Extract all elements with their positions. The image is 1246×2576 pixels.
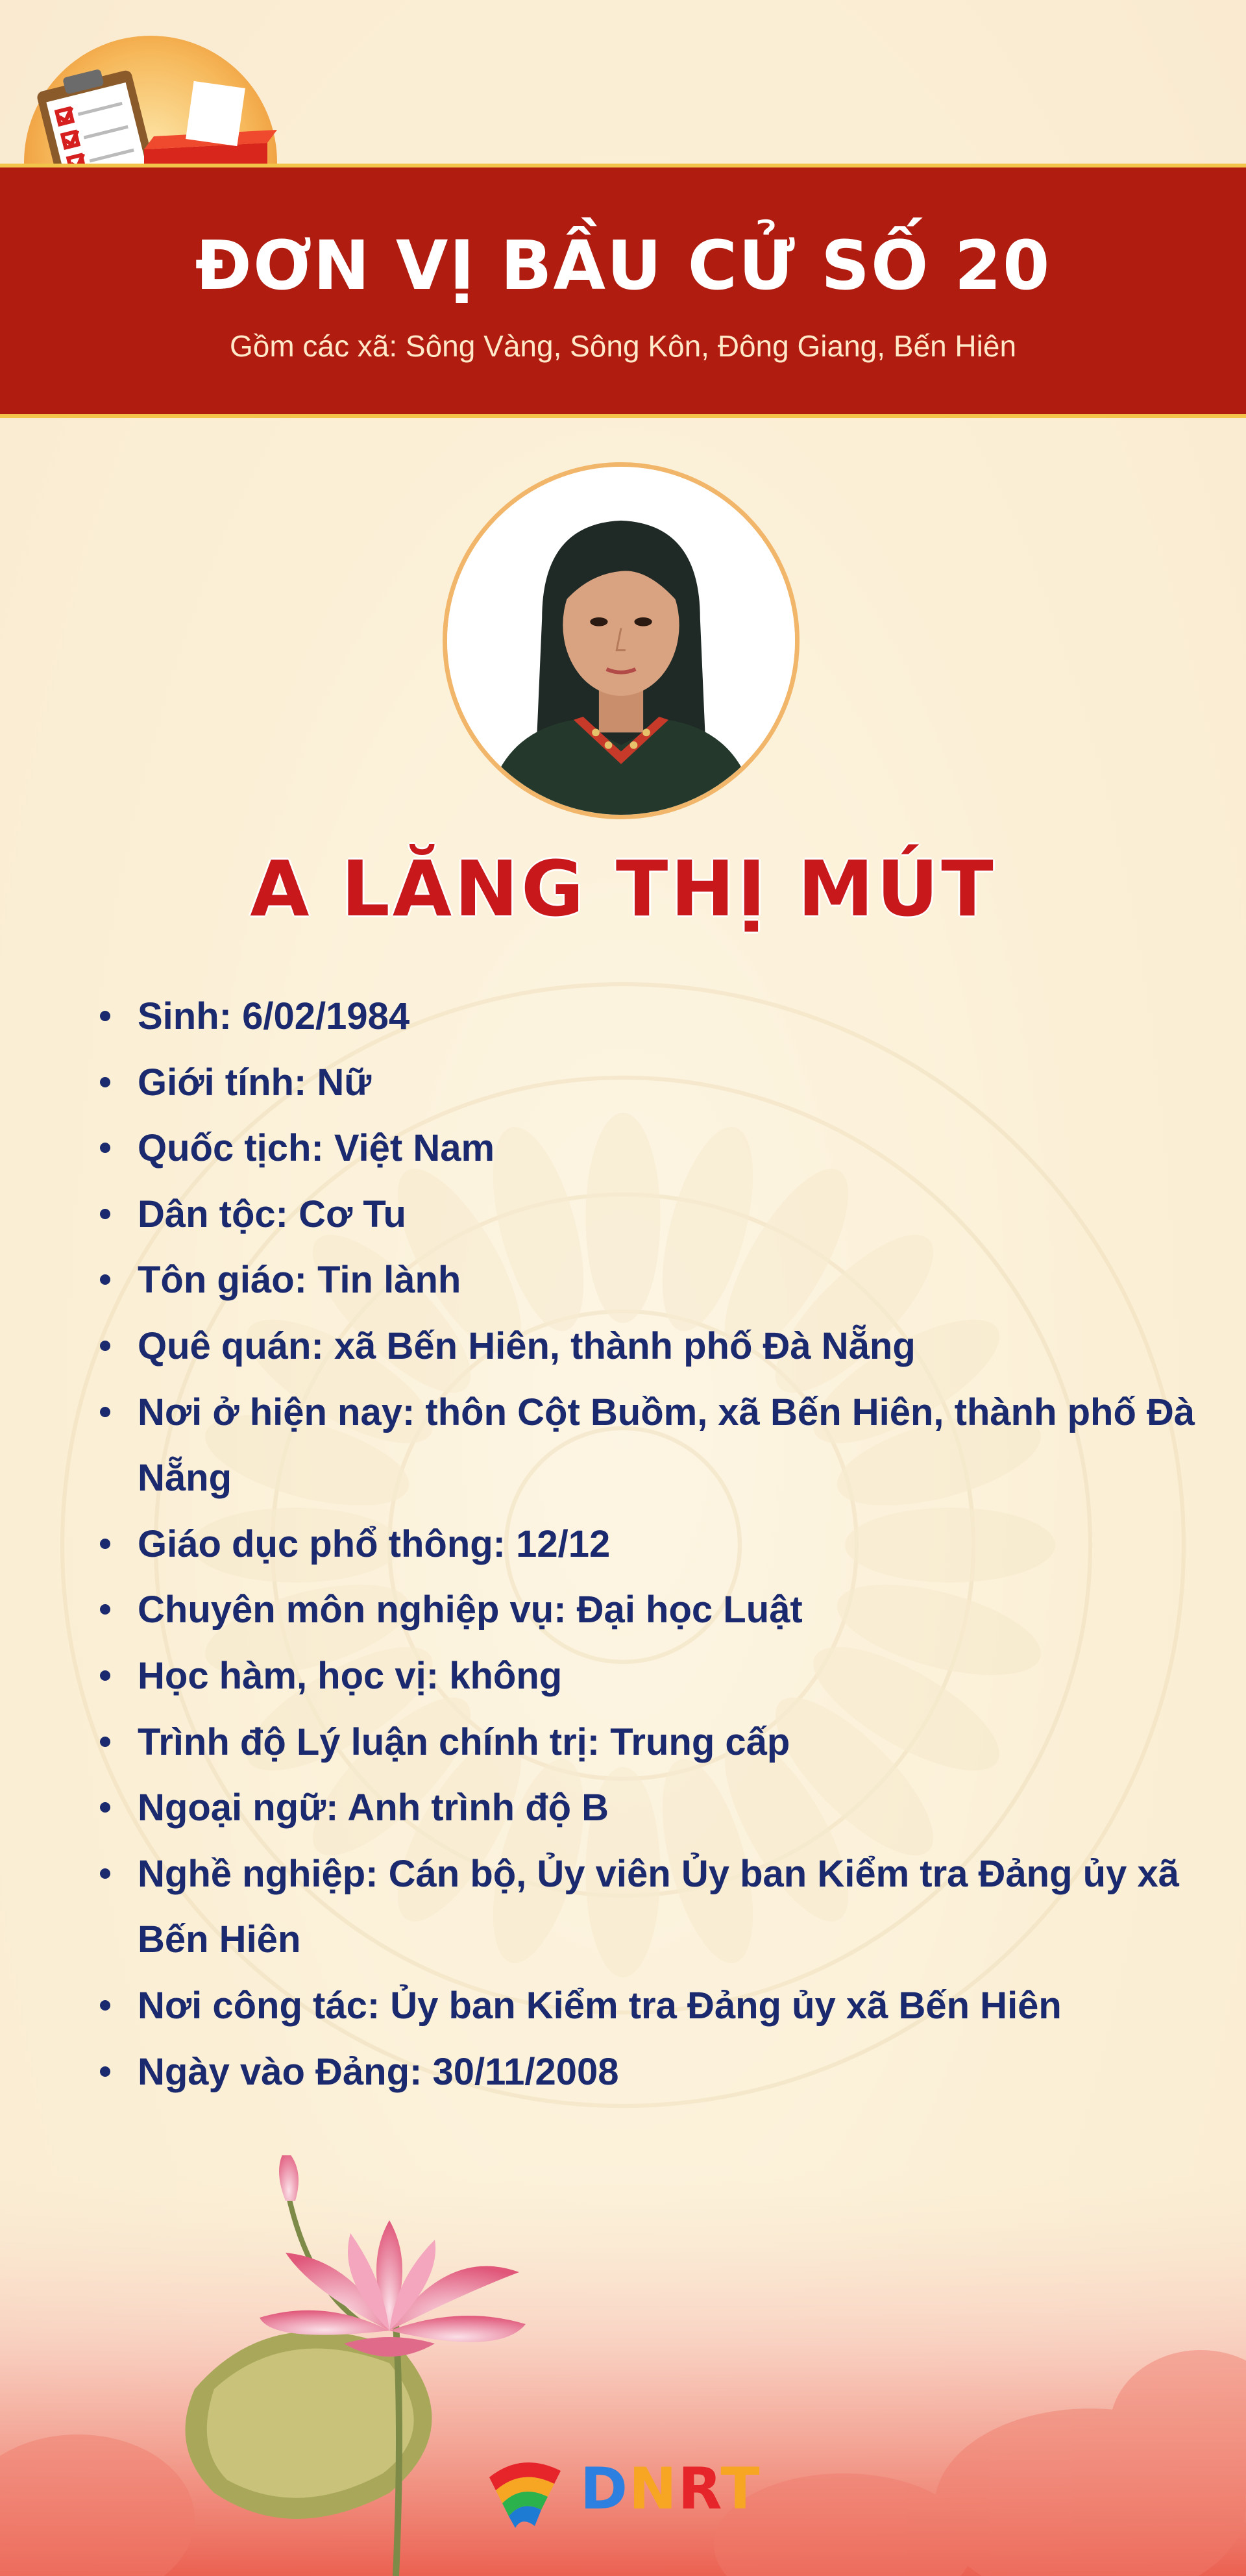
info-value: Cán bộ, Ủy viên Ủy ban Kiểm tra Đảng ủy xã Bến Hiên xyxy=(138,1852,1190,1961)
info-value: Việt Nam xyxy=(334,1127,495,1170)
info-label: Giới tính: xyxy=(138,1061,317,1104)
info-item xyxy=(97,1709,1201,1776)
info-label: Dân tộc: xyxy=(138,1193,299,1235)
info-label: Chuyên môn nghiệp vụ: xyxy=(138,1589,577,1631)
dnrt-logo-mark-icon xyxy=(483,2451,567,2529)
info-value: không xyxy=(449,1654,563,1697)
info-item xyxy=(97,1973,1201,2039)
info-value: Ủy ban Kiểm tra Đảng ủy xã Bến Hiên xyxy=(390,1984,1062,2027)
dnrt-logo xyxy=(483,2451,768,2529)
info-item xyxy=(97,1511,1201,1578)
info-value: xã Bến Hiên, thành phố Đà Nẵng xyxy=(334,1324,916,1367)
info-value: thôn Cột Buồm, xã Bến Hiên, thành phố Đà Nẵng xyxy=(138,1391,1206,1500)
info-value: Đại học Luật xyxy=(576,1589,803,1631)
info-value: Trung cấp xyxy=(610,1720,790,1763)
info-label: Giáo dục phổ thông: xyxy=(138,1522,517,1565)
info-item xyxy=(97,984,1201,1050)
info-label: Nơi công tác: xyxy=(138,1984,391,2027)
dnrt-logo-text: DNRT xyxy=(580,2455,761,2522)
info-item xyxy=(97,1380,1206,1511)
info-label: Học hàm, học vị: xyxy=(138,1654,450,1697)
header-banner xyxy=(0,164,1246,418)
info-value: 6/02/1984 xyxy=(242,995,410,1037)
info-label: Ngoại ngữ: xyxy=(138,1787,348,1829)
info-value: 30/11/2008 xyxy=(432,2050,619,2093)
info-label: Nghề nghiệp: xyxy=(138,1852,389,1895)
info-item xyxy=(97,1577,1201,1643)
info-value: Cơ Tu xyxy=(299,1193,406,1235)
info-item xyxy=(97,1115,1201,1182)
info-label: Tôn giáo: xyxy=(138,1259,318,1302)
info-label: Nơi ở hiện nay: xyxy=(138,1391,426,1433)
info-label: Quốc tịch: xyxy=(138,1127,334,1170)
info-item xyxy=(97,1182,1201,1248)
info-label: Sinh: xyxy=(138,995,243,1037)
constituency-subtitle: Gồm các xã: Sông Vàng, Sông Kôn, Đông Giang, Bến Hiên xyxy=(229,329,1017,363)
info-item xyxy=(97,1775,1201,1841)
info-value: Nữ xyxy=(317,1061,372,1104)
info-item xyxy=(97,1643,1201,1709)
info-label: Ngày vào Đảng: xyxy=(138,2050,433,2093)
info-item xyxy=(97,2039,1201,2105)
info-value: 12/12 xyxy=(516,1522,611,1565)
person-portrait-icon xyxy=(447,467,795,815)
info-item xyxy=(97,1313,1201,1380)
info-item xyxy=(97,1247,1201,1313)
candidate-info-list xyxy=(97,984,1206,2105)
info-item xyxy=(97,1050,1201,1116)
constituency-title: ĐƠN VỊ BẦU CỬ SỐ 20 xyxy=(195,226,1051,305)
info-value: Tin lành xyxy=(317,1259,461,1302)
info-label: Quê quán: xyxy=(138,1324,334,1367)
candidate-photo xyxy=(443,462,800,819)
info-value: Anh trình độ B xyxy=(347,1787,609,1829)
info-label: Trình độ Lý luận chính trị: xyxy=(138,1720,611,1763)
candidate-name: A LĂNG THỊ MÚT xyxy=(250,844,996,934)
info-item xyxy=(97,1841,1201,1973)
